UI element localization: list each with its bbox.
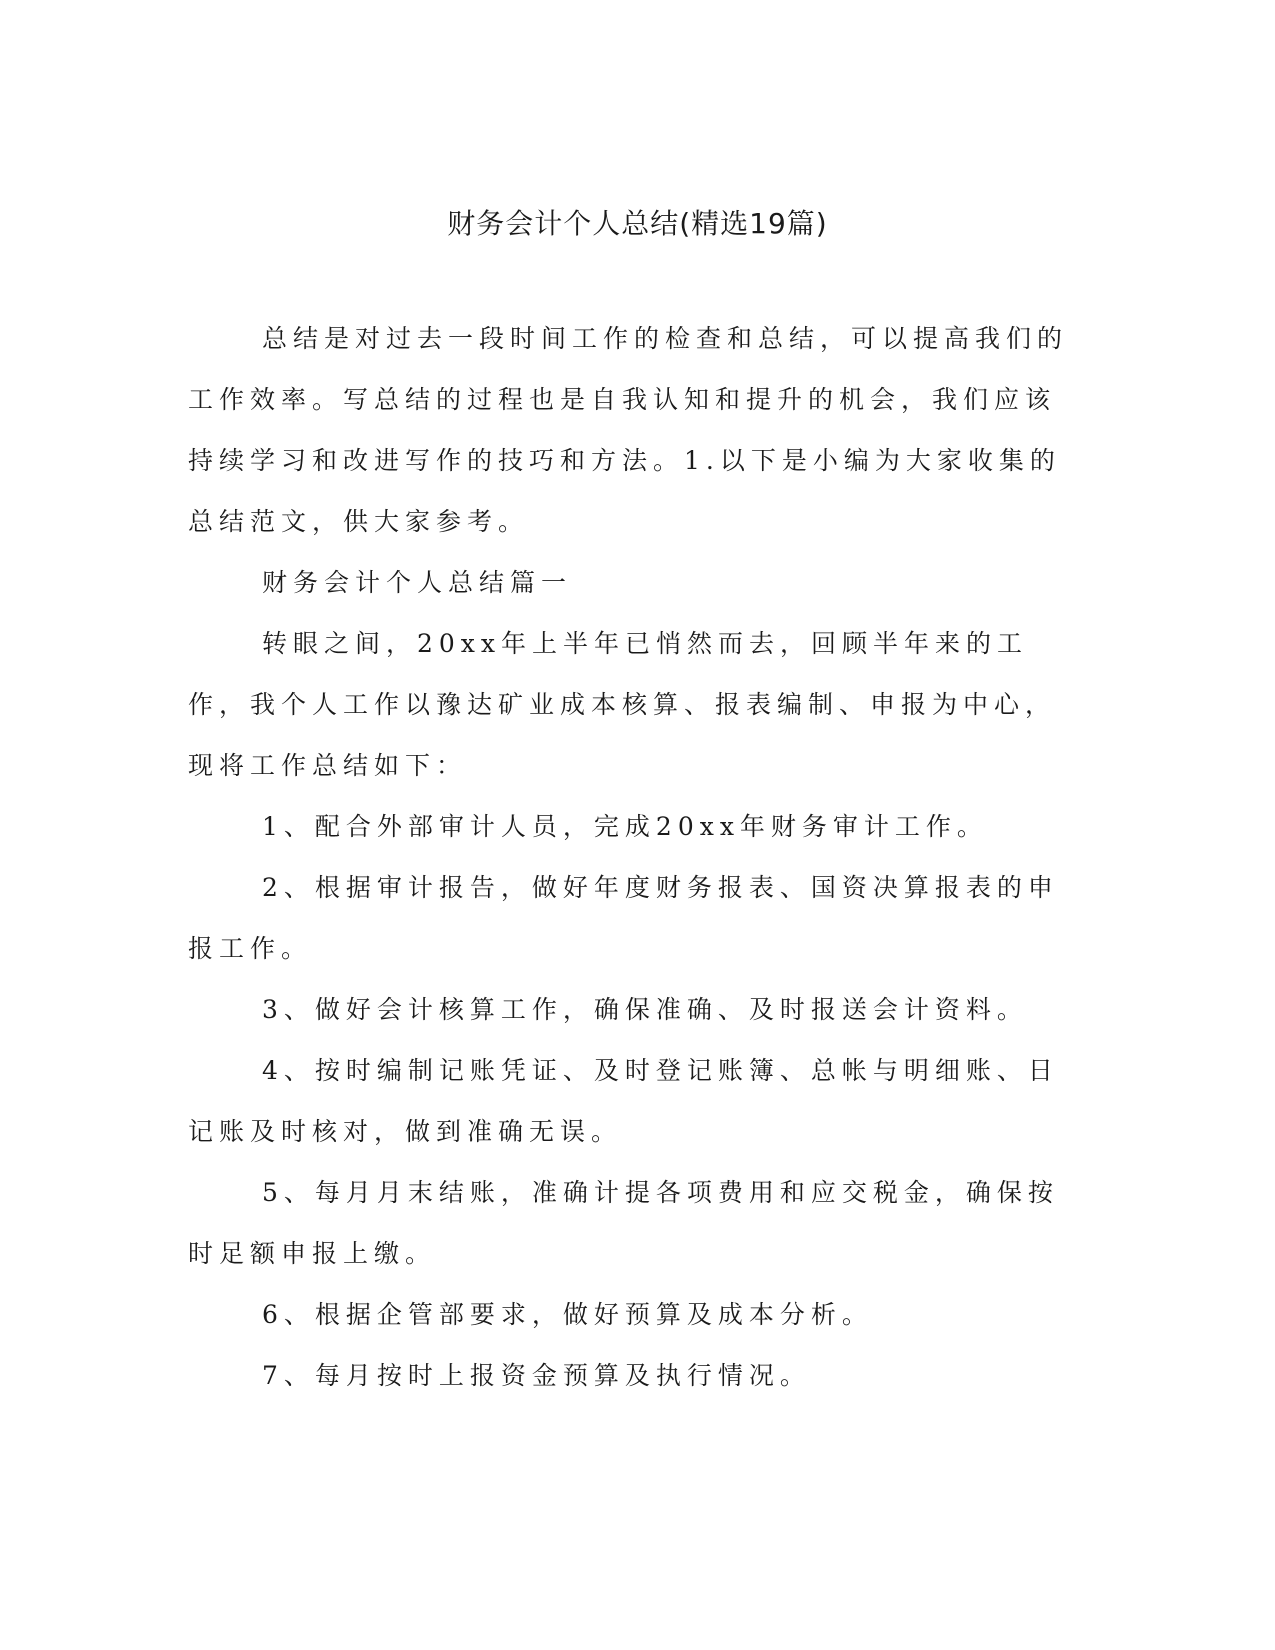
list-item: 4、按时编制记账凭证、及时登记账簿、总帐与明细账、日记账及时核对，做到准确无误。: [188, 1056, 1059, 1146]
document-title: 财务会计个人总结(精选19篇): [447, 207, 828, 240]
list-item: 7、每月按时上报资金预算及执行情况。: [262, 1361, 811, 1390]
paragraph-intro: 总结是对过去一段时间工作的检查和总结，可以提高我们的工作效率。写总结的过程也是自我认知和提升的机会，我们应该持续学习和改进写作的技巧和方法。1.以下是小编为大家收集的总结范文，供大家参考。: [188, 324, 1069, 536]
paragraph-opening: 转眼之间，20xx年上半年已悄然而去，回顾半年来的工作，我个人工作以豫达矿业成本核算、报表编制、申报为中心，现将工作总结如下：: [188, 629, 1057, 780]
document-body: [188, 308, 1078, 1406]
list-item: 2、根据审计报告，做好年度财务报表、国资决算报表的申报工作。: [188, 873, 1059, 963]
list-item: 5、每月月末结账，准确计提各项费用和应交税金，确保按时足额申报上缴。: [188, 1178, 1059, 1268]
list-item: 1、配合外部审计人员，完成20xx年财务审计工作。: [262, 812, 988, 841]
section-heading: 财务会计个人总结篇一: [262, 568, 573, 597]
list-item: 3、做好会计核算工作，确保准确、及时报送会计资料。: [262, 995, 1028, 1024]
list-item: 6、根据企管部要求，做好预算及成本分析。: [262, 1300, 873, 1329]
